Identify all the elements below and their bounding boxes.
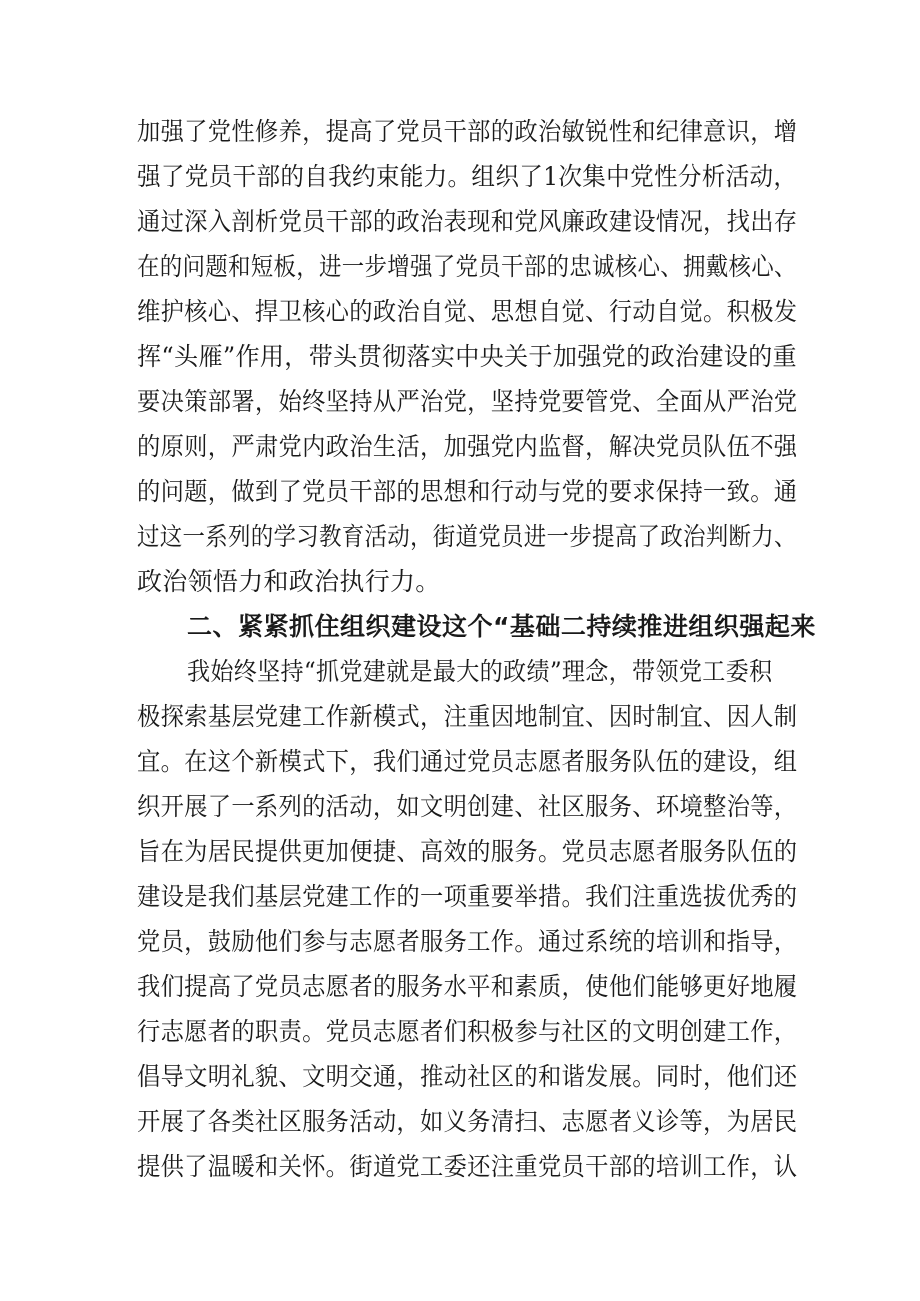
text-line: 政治领悟力和政治执行力。 [137,567,441,596]
text-line: 维护核心、捍卫核心的政治自觉、思想自觉、行动自觉。积极发 [137,297,798,326]
section-heading: 二、紧紧抓住组织建设这个“基础二持续推进组织强起来 [187,612,816,641]
text-line: 党员，鼓励他们参与志愿者服务工作。通过系统的培训和指导， [137,927,798,956]
text-line: 行志愿者的职责。党员志愿者们积极参与社区的文明创建工作， [137,1017,798,1046]
text-line: 我们提高了党员志愿者的服务水平和素质，使他们能够更好地履 [137,972,798,1001]
text-line: 的原则，严肃党内政治生活，加强党内监督，解决党员队伍不强 [137,432,798,461]
text-line: 通过深入剖析党员干部的政治表现和党风廉政建设情况，找出存 [137,207,798,236]
text-line: 倡导文明礼貌、文明交通，推动社区的和谐发展。同时，他们还 [137,1062,798,1091]
text-line: 要决策部署，始终坚持从严治党，坚持党要管党、全面从严治党 [137,387,798,416]
text-line: 加强了党性修养，提高了党员干部的政治敏锐性和纪律意识，增 [137,117,798,146]
text-line: 我始终坚持“抓党建就是最大的政绩”理念，带领党工委积 [187,657,773,686]
text-line: 织开展了一系列的活动，如文明创建、社区服务、环境整治等， [137,792,798,821]
text-line: 挥“头雁”作用，带头贯彻落实中央关于加强党的政治建设的重 [137,342,797,371]
text-line: 过这一系列的学习教育活动，街道党员进一步提高了政治判断力、 [137,522,797,551]
text-line: 建设是我们基层党建工作的一项重要举措。我们注重选拔优秀的 [137,882,798,911]
text-line: 开展了各类社区服务活动，如义务清扫、志愿者义诊等，为居民 [137,1107,798,1136]
text-line: 宜。在这个新模式下，我们通过党员志愿者服务队伍的建设，组 [137,747,798,776]
text-line: 在的问题和短板，进一步增强了党员干部的忠诚核心、拥戴核心、 [137,252,797,281]
text-line: 强了党员干部的自我约束能力。组织了1次集中党性分析活动， [137,162,798,191]
text-line: 提供了温暖和关怀。街道党工委还注重党员干部的培训工作，认 [137,1152,798,1181]
text-line: 的问题，做到了党员干部的思想和行动与党的要求保持一致。通 [137,477,798,506]
text-line: 旨在为居民提供更加便捷、高效的服务。党员志愿者服务队伍的 [137,837,798,866]
text-line: 极探索基层党建工作新模式，注重因地制宜、因时制宜、因人制 [137,702,798,731]
